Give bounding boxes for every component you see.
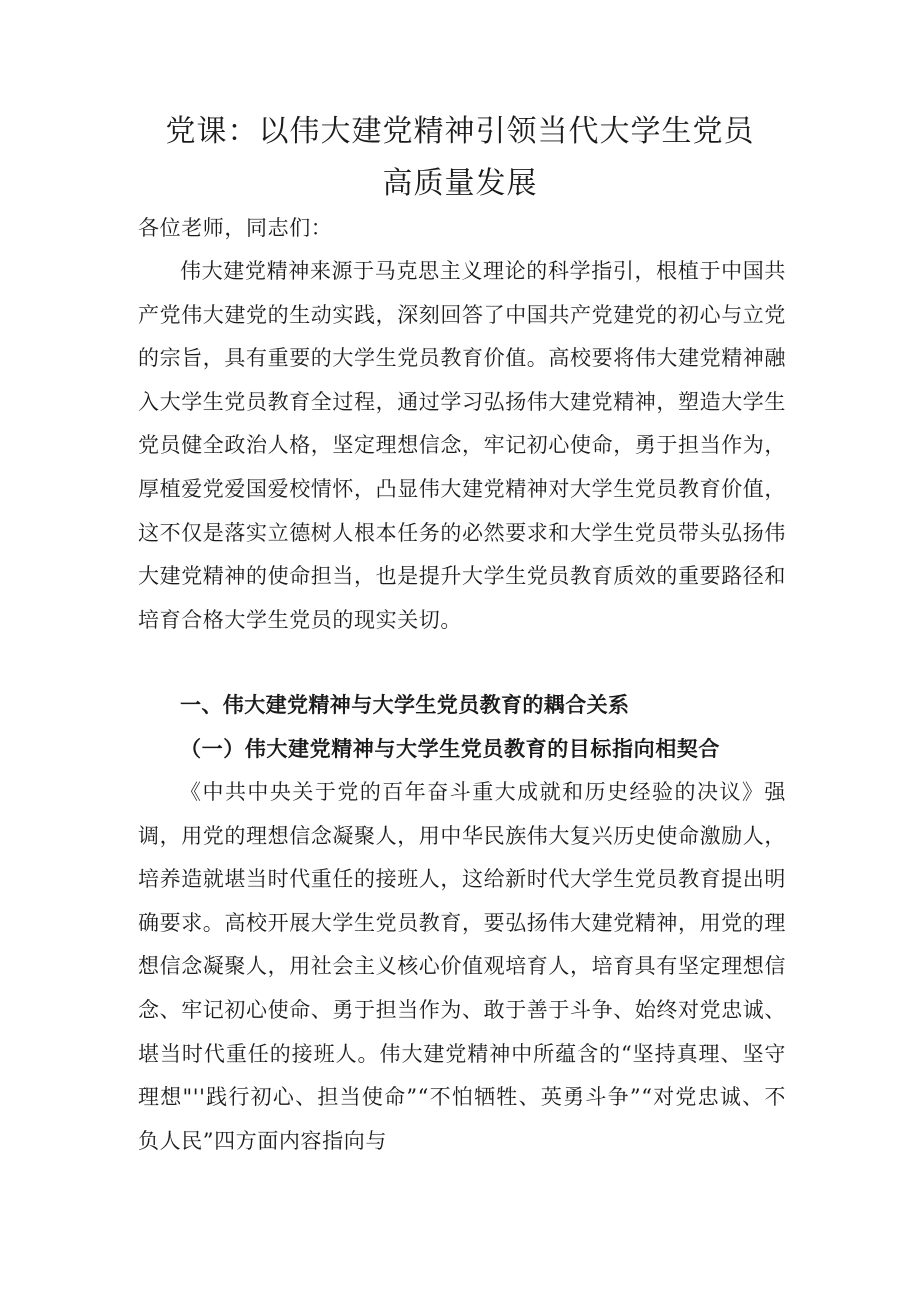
greeting: 各位老师，同志们：	[138, 216, 333, 240]
body-paragraph-2: 《中共中央关于党的百年奋斗重大成就和历史经验的决议》强调，用党的理想信念凝聚人，用中华民族伟大复兴历史使命激励人，培养造就堪当时代重任的接班人，这给新时代大学生党员教育提出明确要求。高校开展大学生党员教育，要弘扬伟大建党精神，用党的理想信念凝聚人，用社会主义核心价值观培育人，培育具有坚定理想信念、牢记初心使命、勇于担当作为、敢于善于斗争、始终对党忠诚、堪当时代重任的接班人。伟大建党精神中所蕴含的“坚持真理、坚守理想"''践行初心、担当使命”“不怕牺牲、英勇斗争”“对党忠诚、不负人民”四方面内容指向与	[138, 780, 786, 1153]
document-title-line-2: 高质量发展	[382, 166, 538, 201]
section-heading-1: 一、伟大建党精神与大学生党员教育的耦合关系	[180, 693, 630, 717]
subsection-heading-1: （一）伟大建党精神与大学生党员教育的目标指向相契合	[180, 736, 720, 761]
intro-paragraph: 伟大建党精神来源于马克思主义理论的科学指引，根植于中国共产党伟大建党的生动实践，深刻回答了中国共产党建党的初心与立党的宗旨，具有重要的大学生党员教育价值。高校要将伟大建党精神融入大学生党员教育全过程，通过学习弘扬伟大建党精神，塑造大学生党员健全政治人格，坚定理想信念，牢记初心使命，勇于担当作为，厚植爱党爱国爱校情怀，凸显伟大建党精神对大学生党员教育价值，这不仅是落实立德树人根本任务的必然要求和大学生党员带头弘扬伟大建党精神的使命担当，也是提升大学生党员教育质效的重要路径和培育合格大学生党员的现实关切。	[138, 259, 786, 632]
document-title-line-1: 党课：以伟大建党精神引领当代大学生党员	[165, 114, 755, 149]
